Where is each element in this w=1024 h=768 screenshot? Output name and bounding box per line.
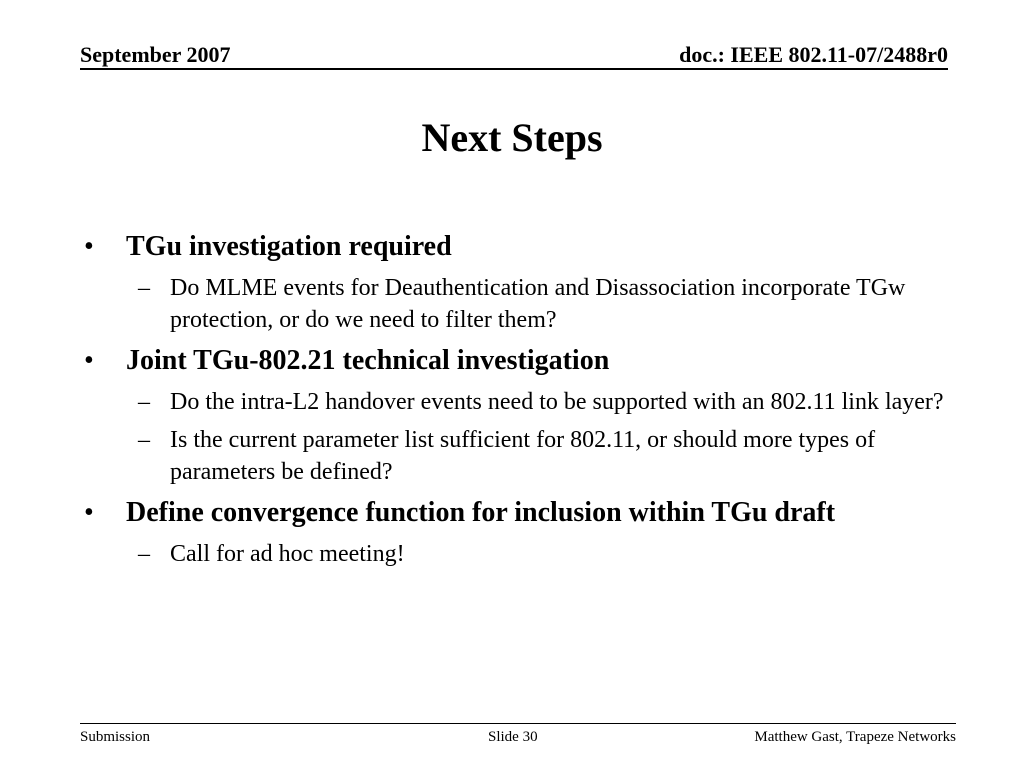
footer-submission: Submission — [80, 729, 151, 745]
sub-bullet-text: Is the current parameter list sufficient for 802.11, or should more types of parameters be defined? — [170, 427, 876, 485]
bullet-text: Define convergence function for inclusion within TGu draft — [126, 497, 836, 528]
sub-bullet-marker: – — [138, 427, 150, 453]
bullet-text: Joint TGu-802.21 technical investigation — [126, 345, 610, 376]
sub-bullet-marker: – — [138, 389, 150, 415]
sub-bullet-text: Do the intra-L2 handover events need to be supported with an 802.11 link layer? — [170, 389, 944, 415]
footer-author: Matthew Gast, Trapeze Networks — [754, 729, 956, 745]
sub-bullet-text: Do MLME events for Deauthentication and Disassociation incorporate TGw protection, or do we need to filter them? — [170, 275, 906, 333]
slide-content — [84, 228, 944, 576]
bullet-text: TGu investigation required — [126, 231, 452, 262]
footer-slide-number: Slide 30 — [488, 729, 538, 745]
bullet-marker: • — [84, 231, 94, 262]
sub-bullet-item — [84, 538, 944, 570]
sub-bullet-item — [84, 272, 944, 336]
sub-bullet-item — [84, 386, 944, 418]
header-doc-id: doc.: IEEE 802.11-07/2488r0 — [679, 42, 948, 67]
footer-divider — [80, 723, 956, 724]
sub-bullet-marker: – — [138, 275, 150, 301]
sub-bullet-marker: – — [138, 541, 150, 567]
bullet-marker: • — [84, 497, 94, 528]
slide-title: Next Steps — [421, 115, 603, 160]
header-date: September 2007 — [80, 42, 231, 67]
header-divider — [80, 68, 948, 70]
bullet-item — [84, 228, 944, 266]
bullet-item — [84, 342, 944, 380]
bullet-marker: • — [84, 345, 94, 376]
sub-bullet-item — [84, 424, 944, 488]
bullet-item — [84, 494, 944, 532]
sub-bullet-text: Call for ad hoc meeting! — [170, 541, 405, 567]
